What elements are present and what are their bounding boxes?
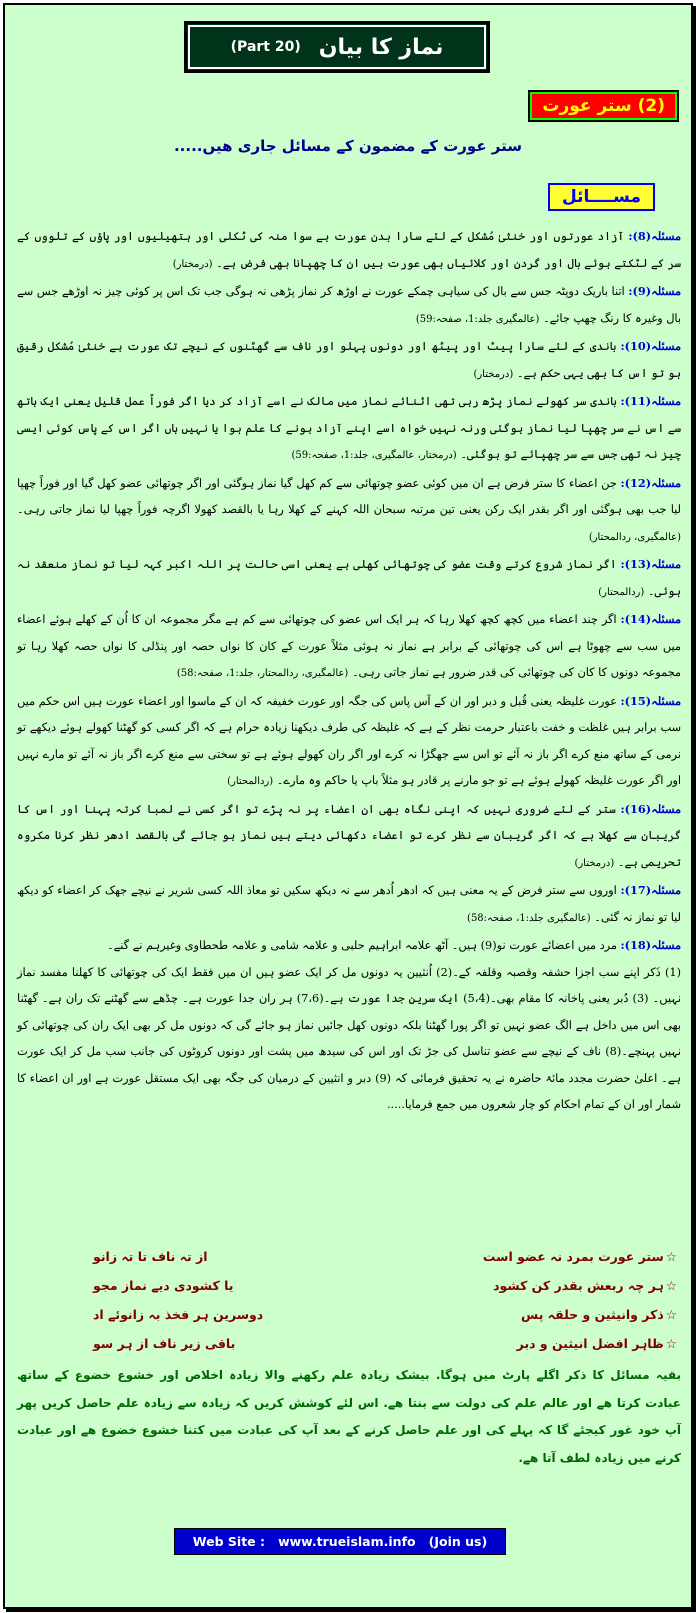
star-icon: ☆ — [665, 1307, 677, 1322]
verse-left: یا کشودی دیے نماز مجو — [93, 1278, 234, 1293]
verse-row — [23, 1242, 677, 1271]
verses — [23, 1242, 677, 1358]
masail-heading: مســــائل — [548, 183, 655, 211]
masala-9 — [17, 278, 681, 333]
masala-text: ستر کے لئے ضروری نہیں کہ اپنی نگاہ بھی ان اعضاء پر نہ پڑے تو اگر کسی نے لمبا کرتہ پہنا اور اس کا گریبان سے کھلا ہے کہ اگر گریبان سے نظر کرے تو اعضاء دکھائی دیتے ہیں نماز ہو جائے گی بالقصد ادھر نظر کرنا مکروہ تحریمی ہے۔ — [17, 802, 681, 869]
masala-text: اگر چند اعضاء میں کچھ کچھ کھلا رہا کہ ہر ایک اس عضو کی چوتھائی سے کم ہے مگر مجموعہ ان کا اُن کے کھلے ہوئے اعضاء میں سب سے چھوٹا ہے اس کی چوتھائی کے برابر ہے نماز نہ ہوئی مثلاً عورت کے کان کا نواں حصہ اور پنڈلی کا نواں حصہ کھلا رہا تو مجموعہ دونوں کا کان کی چوتھائی کی قدر ضرور ہے نماز جاتی رہی۔ — [17, 613, 681, 679]
masail-content — [17, 223, 681, 1119]
masala-18 — [17, 932, 681, 960]
star-icon: ☆ — [665, 1249, 677, 1264]
section-subtitle: ستر عورت کے مضمون کے مسائل جاری ھیں..... — [173, 137, 523, 155]
verse-right — [493, 1271, 677, 1300]
verse-right — [521, 1300, 677, 1329]
masala-label: مسئلہ(14): — [620, 612, 681, 626]
masala-text: اگر نماز شروع کرتے وقت عضو کی چوتھائی کھلی ہے یعنی اسی حالت پر اللہ اکبر کہہ لیا تو نماز منعقد نہ ہوئی۔ — [17, 558, 681, 598]
verse-right-text: ذکر وانیثین و حلقہ پس — [521, 1307, 664, 1322]
masala-ref: (درمختار) — [574, 857, 615, 869]
masala-ref: (ردالمحتار) — [598, 586, 645, 598]
masala-14 — [17, 606, 681, 688]
masala-label: مسئلہ(11): — [620, 394, 681, 408]
star-icon: ☆ — [665, 1336, 677, 1351]
masala-17 — [17, 877, 681, 932]
title-box — [184, 21, 490, 73]
verse-right — [517, 1329, 677, 1358]
masala-label: مسئلہ(9): — [628, 284, 682, 298]
masala-label: مسئلہ(17): — [620, 883, 681, 897]
masala-text: جن اعضاء کا ستر فرض ہے ان میں کوئی عضو چوتھائی سے کم کھل گیا نماز ہوگئی اور اگر چوتھائی عضو کھل گیا اور فوراً چھپا لیا جب بھی ہوگئی اور اگر بقدر ایک رکن یعنی تین مرتبہ سبحان اللہ کہنے کے کھلا رہا یا بالقصد کھولا اگرچہ فوراً چھپا لیا نماز جاتی رہی۔ — [17, 476, 681, 516]
masala-ref: (عالمگیری، ردالمحتار، جلد:1، صفحہ:58) — [176, 668, 349, 679]
verse-left: دوسرین ہر فخذ بہ زانوئے اد — [93, 1307, 264, 1322]
masala-text: آزاد عورتوں اور خنثیٰ مُشکل کے لئے سارا بدن عورت ہے سوا منہ کی ٹکلی اور ہتھیلیوں اور پاؤں کے تلووں کے سر کے لٹکتے ہوئے بال اور گردن اور کلائیاں بھی عورت ہیں ان کا چھپانا بھی فرض ہے۔ — [17, 230, 681, 270]
masala-label: مسئلہ(13): — [620, 557, 681, 571]
website-footer-link[interactable]: Web Site : www.trueislam.info (Join us) — [174, 1528, 506, 1555]
page-title: نماز کا بیان — [318, 34, 444, 60]
masala-text: باندی سر کھولے نماز پڑھ رہی تھی اثنائے نماز میں مالک نے اسے آزاد کر دیا اگر فوراً عمل قلیل یعنی ایک ہاتھ سے اس نے سر چھپا لیا نماز ہوگئی ورنہ نہیں خواہ اسے اپنے آزاد ہونے کا علم ہوا یا نہیں ہاں اگر اس کے پاس کوئی ایسی چیز نہ تھی جس سے سر چھپائے تو ہوگئی۔ — [17, 395, 681, 461]
verse-right-text: ظاہر افضل انیثین و دبر — [516, 1336, 664, 1351]
masala-15 — [17, 688, 681, 796]
masala-ref: (عالمگیری جلد:1، صفحہ:58) — [467, 912, 591, 924]
masala-ref: (درمختار) — [172, 258, 213, 270]
masala-text: اوروں سے ستر فرض کے یہ معنی ہیں کہ ادھر اُدھر سے نہ دیکھ سکیں تو معاذ اللہ کسی شریر نے نیچے جھک کر اعضاء کو دیکھ لیا تو نماز نہ گئی۔ — [17, 884, 681, 924]
masala-13 — [17, 551, 681, 606]
verse-right-text: ہر چہ ربعش بقدر کن کشود — [493, 1278, 664, 1293]
verse-right — [483, 1242, 677, 1271]
masala-label: مسئلہ(18): — [620, 938, 681, 952]
masala-16 — [17, 796, 681, 878]
page-frame — [3, 3, 693, 1609]
masala-10 — [17, 333, 681, 388]
masala-text: باندی کے لئے سارا پیٹ اور پیٹھ اور دونوں پہلو اور ناف سے گھٹنوں کے نیچے تک عورت ہے خنثیٰ مُشکل رقیق ہو تو اس کا بھی یہی حکم ہے۔ — [17, 340, 681, 380]
masala-11 — [17, 388, 681, 470]
part-label: (Part 20) — [230, 39, 301, 55]
masala-12 — [17, 470, 681, 552]
verse-left: باقی زیر ناف از ہر سو — [93, 1336, 236, 1351]
masala-label: مسئلہ(15): — [620, 693, 681, 708]
masala-ref: (درمختار، عالمگیری، جلد:1، صفحہ:59) — [291, 450, 457, 461]
masala-text: مرد میں اعضائے عورت نو(9) ہیں۔ آٹھ علامہ ابراہیم حلبی و علامہ شامی و علامہ طحطاوی وغیرہم نے گنے۔ — [106, 939, 617, 952]
masala-8 — [17, 223, 681, 278]
masala-label: مسئلہ(8): — [628, 229, 681, 243]
masala-ref: (عالمگیری جلد:1، صفحہ:59) — [415, 313, 540, 325]
verse-left: از تہ ناف تا تہ زانو — [93, 1249, 208, 1264]
star-icon: ☆ — [665, 1278, 677, 1293]
masala-label: مسئلہ(10): — [620, 339, 681, 353]
masala-label: مسئلہ(16): — [620, 801, 682, 816]
masala-ref: (درمختار) — [473, 368, 514, 380]
closing-paragraph: بقیہ مسائل کا ذکر اگلے پارٹ میں ہوگا. بیشک زیادہ علم رکھنے والا زیادہ اخلاص اور خشوع خضوع کے ساتھ عبادت کرتا ھے اور عالم علم کی دولت سے بنتا ھے. اس لئے کوشش کریں کہ زیادہ سے زیادہ علم حاصل کریں پھر آپ خود غور کیجئے گا کہ پہلے کی اور علم حاصل کرنے کے بعد آپ کی عبادت میں کتنا خشوع خضوع ھے اور عبادت کرنے میں زیادہ لطف آتا ھے. — [17, 1368, 681, 1465]
masala-text: عورت غلیظہ یعنی قُبل و دبر اور ان کے آس پاس کی جگہ اور عورت خفیفہ کہ ان کے ماسوا اور اعضاء عورت ہیں اس حکم میں سب برابر ہیں غلظت و خفت باعتبار حرمت نظر کے ہے کہ غلیظہ کی طرف دیکھنا زیادہ حرام ہے کہ اگر کسی کو گھٹنا کھولے ہوئے دیکھے تو نرمی کے ساتھ منع کرے اگر باز نہ آئے تو اس سے جھگڑا نہ کرے اور اگر ران کھولے ہوئے ہے تو سختی سے منع کرے اگر باز نہ آئے تو مارے نہیں اور اگر عورت غلیظہ کھولے ہوئے ہے تو جو مارنے پر قادر ہو مثلاً باپ یا حاکم وہ مارے۔ — [17, 694, 681, 787]
verse-right-text: ستر عورت بمرد نہ عضو است — [482, 1249, 664, 1264]
masala-label: مسئلہ(12): — [620, 475, 682, 490]
section-badge: (2) ستر عورت — [530, 92, 677, 120]
masala-ref: (ردالمحتار) — [227, 776, 274, 787]
verse-row — [23, 1271, 677, 1300]
masala-ref: (عالمگیری، ردالمحتار) — [588, 531, 681, 543]
masala-text: اتنا باریک دوپٹہ جس سے بال کی سیاہی چمکے عورت نے اوڑھ کر نماز پڑھی نہ ہوگی جب تک اس پر کوئی چیز نہ اوڑھے جس سے بال وغیرہ کا رنگ چھپ جائے۔ — [17, 285, 681, 325]
verse-row — [23, 1329, 677, 1358]
verse-row — [23, 1300, 677, 1329]
aurat-points: (1) ذَکر اپنے سب اجزا حشفہ وقصبہ وقلفہ کے۔(2) اُنثیین یہ دونوں مل کر ایک عضو ہیں ان میں فقط ایک کی چوتھائی کا کھلنا مفسد نماز نہیں۔ (3) دُبر یعنی پاخانہ کا مقام بھی۔(5،4) ایک سرین جدا عورت ہے۔(7،6) ہر ران جدا عورت ہے۔ چڈھے سے گھٹنے تک ران ہے۔ گھٹنا بھی اس میں داخل ہے الگ عضو نہیں تو اگر پورا گھٹنا بلکہ دونوں کھل جائیں نماز ہو جائے گی کہ دونوں مل کر بھی ایک ران کی چوتھائی کو نہیں پہنچے۔(8) ناف کے نیچے سے عضو تناسل کی جڑ تک اور اس کی سیدھ میں پشت اور دونوں کروٹوں کی جانب سب مل کر ایک عورت ہے۔ اعلیٰ حضرت مجدد مائۃ حاضرہ نے یہ تحقیق فرمائی کہ (9) دبر و انثیین کے درمیان کی جگہ بھی ایک مستقل عورت ہے اور ان اعضاء کا شمار اور ان کے تمام احکام کو چار شعروں میں جمع فرمایا..... — [17, 965, 682, 1111]
